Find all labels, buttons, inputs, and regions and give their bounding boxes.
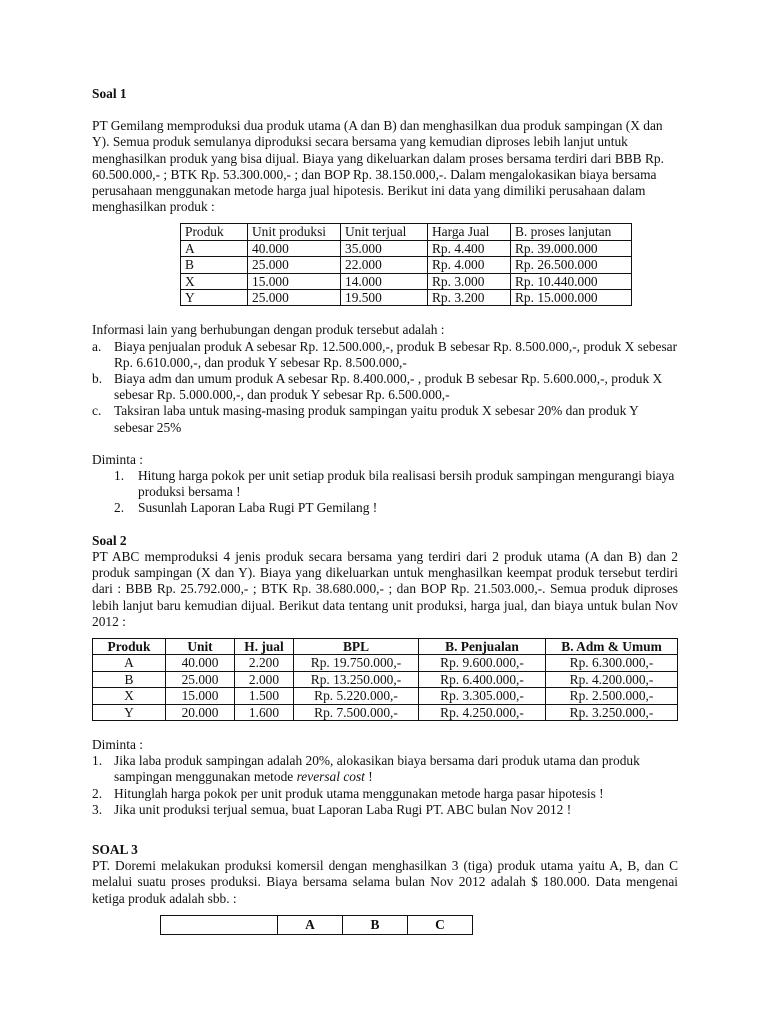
- list-text-italic: reversal cost: [296, 769, 365, 785]
- table-cell: 19.500: [341, 290, 428, 306]
- list-marker: 2.: [92, 785, 103, 801]
- table-row: [181, 257, 632, 273]
- list-marker: 2.: [114, 500, 125, 516]
- soal2-diminta-title: Diminta :: [92, 736, 143, 752]
- table-cell: Rp. 6.300.000,-: [546, 655, 678, 671]
- table-cell: Y: [93, 704, 166, 720]
- soal3-table: [160, 915, 473, 935]
- table-cell: Rp. 7.500.000,-: [294, 704, 419, 720]
- table-cell: 14.000: [341, 273, 428, 289]
- table-header-row: [93, 638, 678, 654]
- table-row: [181, 273, 632, 289]
- list-text: Jika unit produksi terjual semua, buat Laporan Laba Rugi PT. ABC bulan Nov 2012 !: [114, 801, 572, 817]
- table-cell: 35.000: [341, 240, 428, 256]
- table-cell: 2.200: [235, 655, 294, 671]
- table-cell: Rp. 6.400.000,-: [419, 671, 546, 687]
- table-cell: Rp. 15.000.000: [511, 290, 632, 306]
- soal2-heading: Soal 2: [92, 532, 127, 548]
- soal2-intro: PT ABC memproduksi 4 jenis produk secara bersama yang terdiri dari 2 produk utama (A dan B) dan 2 produk sampingan (X dan Y). Biaya yang dikeluarkan untuk menghasilkan keempat produk tersebut terdiri dari : BBB Rp. 25.792.000,- ; BTK Rp. 38.680.000,- ; dan BOP Rp. 21.503.000,-. Semua produk diproses lebih lanjut baru kemudian dijual. Berikut data tentang unit produksi, harga jual, dan biaya untuk bulan Nov 2012 :: [92, 548, 678, 629]
- table-cell: 1.600: [235, 704, 294, 720]
- table-header-row: [161, 915, 473, 934]
- table-cell: 1.500: [235, 688, 294, 704]
- soal1-intro: PT Gemilang memproduksi dua produk utama (A dan B) dan menghasilkan dua produk sampingan (X dan Y). Semua produk semulanya diproduksi secara bersama yang kemudian diproses lebih lanjut untuk menghasilkan produk yang bisa dijual. Biaya yang dikeluarkan dalam proses bersama terdiri dari BBB Rp. 60.500.000,- ; BTK Rp. 53.300.000,- ; dan BOP Rp. 38.150.000,-. Dalam mengalokasikan biaya bersama perusahaan menggunakan metode harga jual hipotesis. Berikut ini data yang dimiliki perusahaan dalam menghasilkan produk :: [92, 118, 664, 215]
- table-header-cell: Produk: [181, 224, 248, 240]
- table-header-cell: B. Penjualan: [419, 638, 546, 654]
- table-header-cell: C: [408, 915, 473, 934]
- soal3-intro: PT. Doremi melakukan produksi komersil dengan menghasilkan 3 (tiga) produk utama yaitu A, B, dan C melalui suatu proses produksi. Biaya bersama selama bulan Nov 2012 adalah $ 180.000. Data mengenai ketiga produk adalah sbb. :: [92, 858, 678, 906]
- table-cell: 15.000: [166, 688, 235, 704]
- table-header-cell: [161, 915, 278, 934]
- soal2-table: [92, 638, 678, 721]
- table-row: [181, 240, 632, 256]
- table-header-cell: A: [278, 915, 343, 934]
- table-cell: B: [93, 671, 166, 687]
- table-cell: Rp. 4.200.000,-: [546, 671, 678, 687]
- table-cell: Rp. 13.250.000,-: [294, 671, 419, 687]
- table-cell: Rp. 3.250.000,-: [546, 704, 678, 720]
- list-marker: a.: [92, 338, 102, 354]
- list-item: [92, 500, 678, 516]
- table-cell: Rp. 9.600.000,-: [419, 655, 546, 671]
- table-cell: Rp. 4.400: [428, 240, 511, 256]
- table-cell: 25.000: [248, 290, 341, 306]
- table-row: [93, 704, 678, 720]
- list-item: [92, 802, 678, 818]
- table-cell: Rp. 26.500.000: [511, 257, 632, 273]
- table-cell: Rp. 10.440.000: [511, 273, 632, 289]
- table-row: [181, 290, 632, 306]
- document-page: [92, 86, 678, 935]
- table-cell: 25.000: [166, 671, 235, 687]
- soal1-heading: Soal 1: [92, 86, 127, 101]
- table-cell: X: [93, 688, 166, 704]
- table-cell: X: [181, 273, 248, 289]
- table-cell: Rp. 3.305.000,-: [419, 688, 546, 704]
- table-header-cell: B: [343, 915, 408, 934]
- list-text: Hitunglah harga pokok per unit produk utama menggunakan metode harga pasar hipotesis !: [114, 785, 604, 801]
- list-marker: 1.: [92, 753, 103, 769]
- table-cell: 40.000: [166, 655, 235, 671]
- list-text: Biaya penjualan produk A sebesar Rp. 12.500.000,-, produk B sebesar Rp. 8.500.000,-, produk X sebesar Rp. 6.610.000,-, dan produk Y sebesar Rp. 8.500.000,-: [114, 338, 678, 370]
- table-header-cell: H. jual: [235, 638, 294, 654]
- list-text: Hitung harga pokok per unit setiap produk bila realisasi bersih produk sampingan mengurangi biaya produksi bersama !: [138, 468, 675, 500]
- table-cell: Rp. 19.750.000,-: [294, 655, 419, 671]
- table-cell: Rp. 4.000: [428, 257, 511, 273]
- table-cell: Y: [181, 290, 248, 306]
- table-header-cell: Unit produksi: [248, 224, 341, 240]
- list-item: [92, 753, 678, 785]
- table-cell: Rp. 39.000.000: [511, 240, 632, 256]
- list-marker: 1.: [114, 468, 125, 484]
- list-text: Taksiran laba untuk masing-masing produk sampingan yaitu produk X sebesar 20% dan produk Y sebesar 25%: [114, 403, 639, 435]
- table-cell: Rp. 3.000: [428, 273, 511, 289]
- table-header-cell: Harga Jual: [428, 224, 511, 240]
- soal3-heading: SOAL 3: [92, 841, 138, 857]
- table-cell: Rp. 5.220.000,-: [294, 688, 419, 704]
- table-header-cell: B. Adm & Umum: [546, 638, 678, 654]
- table-cell: A: [93, 655, 166, 671]
- list-text: Biaya adm dan umum produk A sebesar Rp. 8.400.000,- , produk B sebesar Rp. 5.600.000,-, produk X sebesar Rp. 5.000.000,-, dan produk Y sebesar Rp. 6.500.000,-: [114, 371, 663, 403]
- table-cell: 15.000: [248, 273, 341, 289]
- list-text-main: Jika laba produk sampingan adalah 20%, alokasikan biaya bersama dari produk utama dan produk sampingan menggunakan metode: [114, 753, 640, 785]
- list-text: Susunlah Laporan Laba Rugi PT Gemilang !: [138, 500, 378, 516]
- table-cell: A: [181, 240, 248, 256]
- table-cell: Rp. 4.250.000,-: [419, 704, 546, 720]
- list-item: [92, 786, 678, 802]
- table-header-cell: B. proses lanjutan: [511, 224, 632, 240]
- table-row: [93, 655, 678, 671]
- list-item: [92, 403, 678, 435]
- list-marker: c.: [92, 403, 102, 419]
- list-text: [114, 753, 678, 785]
- table-cell: 25.000: [248, 257, 341, 273]
- table-header-cell: Unit terjual: [341, 224, 428, 240]
- table-cell: 40.000: [248, 240, 341, 256]
- table-header-cell: Produk: [93, 638, 166, 654]
- table-row: [93, 688, 678, 704]
- table-cell: 2.000: [235, 671, 294, 687]
- soal1-table: [180, 223, 632, 306]
- table-cell: 20.000: [166, 704, 235, 720]
- list-item: [92, 371, 678, 403]
- table-cell: B: [181, 257, 248, 273]
- list-item: [92, 468, 678, 500]
- table-header-row: [181, 224, 632, 240]
- table-cell: Rp. 2.500.000,-: [546, 688, 678, 704]
- list-item: [92, 339, 678, 371]
- list-marker: b.: [92, 371, 103, 387]
- list-text-tail: !: [364, 769, 373, 785]
- table-cell: 22.000: [341, 257, 428, 273]
- list-marker: 3.: [92, 801, 103, 817]
- table-header-cell: Unit: [166, 638, 235, 654]
- soal1-info-title: Informasi lain yang berhubungan dengan produk tersebut adalah :: [92, 322, 445, 338]
- table-row: [93, 671, 678, 687]
- soal1-diminta-title: Diminta :: [92, 451, 143, 467]
- table-header-cell: BPL: [294, 638, 419, 654]
- table-cell: Rp. 3.200: [428, 290, 511, 306]
